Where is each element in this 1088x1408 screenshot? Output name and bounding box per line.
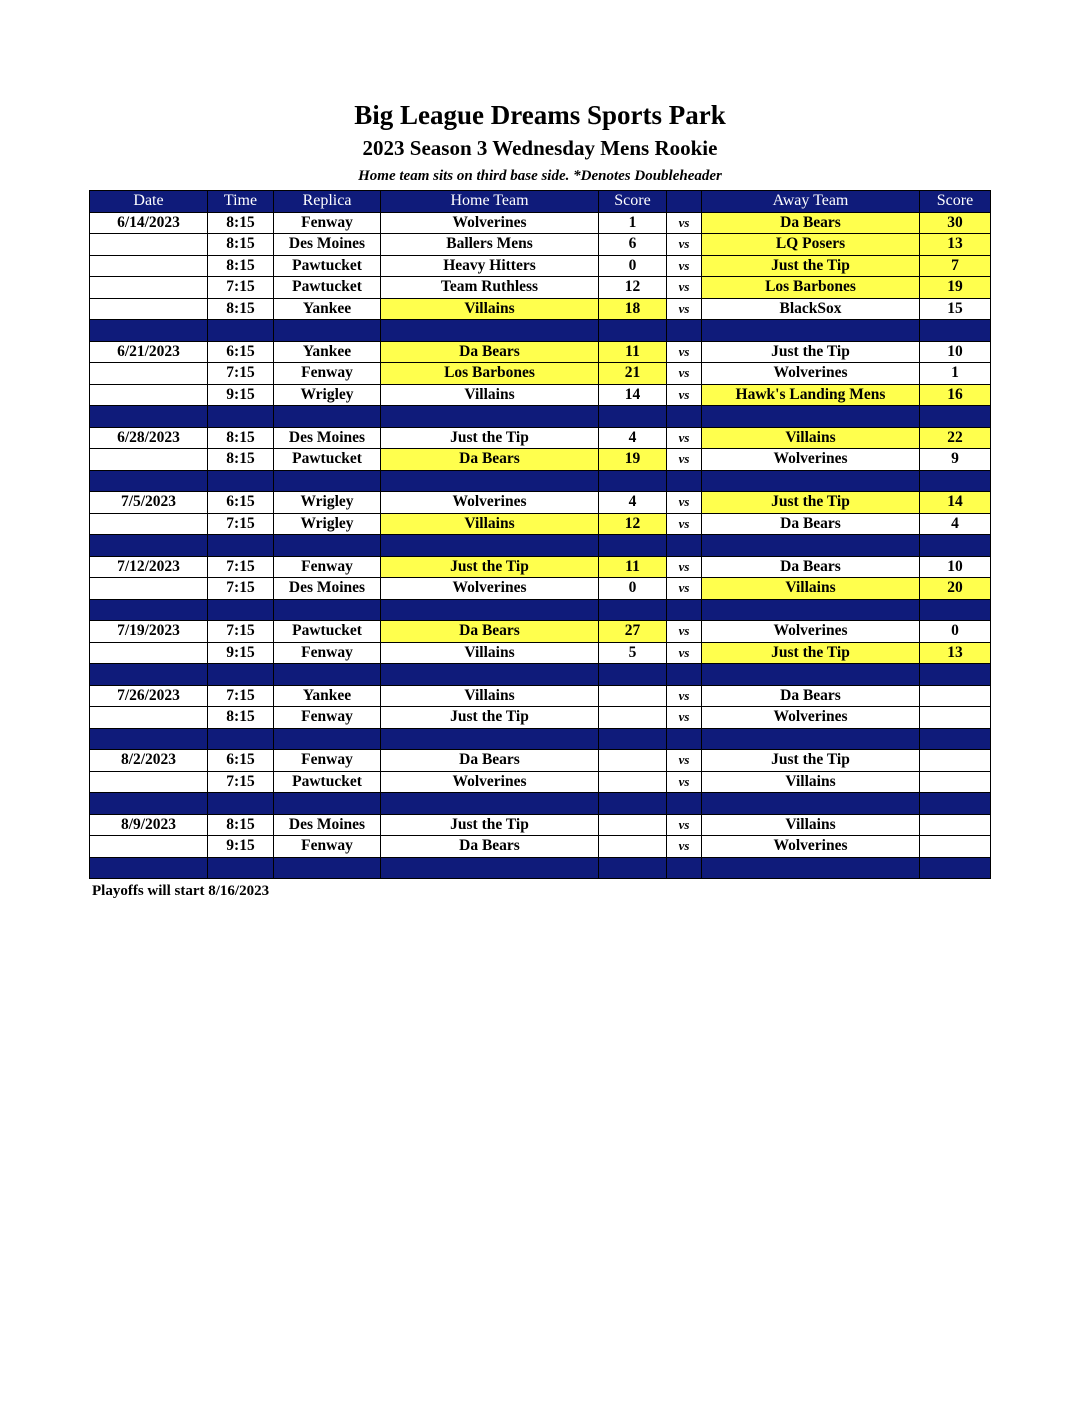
away-team: Los Barbones — [702, 277, 920, 299]
header-home-team: Home Team — [381, 191, 599, 213]
vs-label: vs — [667, 363, 702, 385]
game-date — [90, 363, 208, 385]
separator-cell — [274, 664, 381, 686]
schedule-body — [90, 212, 991, 879]
separator-cell — [667, 599, 702, 621]
game-time: 8:15 — [208, 449, 274, 471]
separator-cell — [667, 728, 702, 750]
away-score: 16 — [920, 384, 991, 406]
game-date — [90, 771, 208, 793]
away-team: Villains — [702, 578, 920, 600]
separator-cell — [702, 599, 920, 621]
game-replica: Yankee — [274, 341, 381, 363]
game-date — [90, 836, 208, 858]
separator-cell — [274, 728, 381, 750]
game-row — [90, 750, 991, 772]
vs-label: vs — [667, 513, 702, 535]
away-score: 1 — [920, 363, 991, 385]
game-time: 8:15 — [208, 255, 274, 277]
home-score: 6 — [599, 234, 667, 256]
header-replica: Replica — [274, 191, 381, 213]
separator-cell — [702, 793, 920, 815]
game-date — [90, 234, 208, 256]
home-score: 19 — [599, 449, 667, 471]
home-score: 14 — [599, 384, 667, 406]
game-row — [90, 384, 991, 406]
page-title: Big League Dreams Sports Park — [354, 100, 726, 130]
home-team: Da Bears — [381, 621, 599, 643]
separator-cell — [381, 599, 599, 621]
game-row — [90, 449, 991, 471]
week-separator — [90, 793, 991, 815]
away-team: Wolverines — [702, 449, 920, 471]
away-team: Da Bears — [702, 685, 920, 707]
vs-label: vs — [667, 255, 702, 277]
away-team: Wolverines — [702, 363, 920, 385]
header-time: Time — [208, 191, 274, 213]
game-date: 7/12/2023 — [90, 556, 208, 578]
game-row — [90, 771, 991, 793]
away-team: Wolverines — [702, 621, 920, 643]
away-score: 13 — [920, 642, 991, 664]
game-date — [90, 513, 208, 535]
home-team: Heavy Hitters — [381, 255, 599, 277]
away-score — [920, 836, 991, 858]
separator-cell — [90, 599, 208, 621]
game-date — [90, 277, 208, 299]
game-replica: Fenway — [274, 363, 381, 385]
vs-label: vs — [667, 234, 702, 256]
separator-cell — [381, 470, 599, 492]
home-team: Just the Tip — [381, 556, 599, 578]
game-replica: Des Moines — [274, 814, 381, 836]
separator-cell — [208, 664, 274, 686]
home-team: Da Bears — [381, 449, 599, 471]
away-score: 20 — [920, 578, 991, 600]
header-vs — [667, 191, 702, 213]
game-row — [90, 513, 991, 535]
game-time: 7:15 — [208, 556, 274, 578]
home-team: Villains — [381, 384, 599, 406]
separator-cell — [702, 320, 920, 342]
separator-cell — [208, 535, 274, 557]
home-score: 4 — [599, 427, 667, 449]
game-replica: Fenway — [274, 750, 381, 772]
away-score: 13 — [920, 234, 991, 256]
game-date: 6/14/2023 — [90, 212, 208, 234]
header-date: Date — [90, 191, 208, 213]
away-team: Villains — [702, 814, 920, 836]
away-score: 14 — [920, 492, 991, 514]
separator-cell — [702, 470, 920, 492]
game-date: 6/21/2023 — [90, 341, 208, 363]
separator-cell — [920, 728, 991, 750]
week-separator — [90, 406, 991, 428]
game-row — [90, 427, 991, 449]
away-score: 22 — [920, 427, 991, 449]
game-row — [90, 836, 991, 858]
separator-cell — [208, 857, 274, 879]
playoffs-note: Playoffs will start 8/16/2023 — [92, 883, 270, 899]
game-time: 6:15 — [208, 341, 274, 363]
game-date: 8/9/2023 — [90, 814, 208, 836]
separator-cell — [920, 793, 991, 815]
separator-cell — [599, 857, 667, 879]
game-row — [90, 363, 991, 385]
separator-cell — [90, 857, 208, 879]
separator-cell — [381, 793, 599, 815]
separator-cell — [920, 599, 991, 621]
game-time: 6:15 — [208, 750, 274, 772]
game-time: 7:15 — [208, 578, 274, 600]
game-replica: Pawtucket — [274, 449, 381, 471]
separator-cell — [208, 793, 274, 815]
game-date — [90, 384, 208, 406]
separator-cell — [667, 793, 702, 815]
separator-cell — [667, 857, 702, 879]
separator-cell — [599, 664, 667, 686]
home-team: Just the Tip — [381, 707, 599, 729]
separator-cell — [208, 728, 274, 750]
game-replica: Pawtucket — [274, 255, 381, 277]
game-time: 7:15 — [208, 513, 274, 535]
separator-cell — [381, 664, 599, 686]
game-replica: Fenway — [274, 836, 381, 858]
home-score: 21 — [599, 363, 667, 385]
separator-cell — [702, 664, 920, 686]
game-time: 6:15 — [208, 492, 274, 514]
separator-cell — [274, 535, 381, 557]
home-score — [599, 814, 667, 836]
separator-cell — [90, 320, 208, 342]
away-team: Just the Tip — [702, 750, 920, 772]
separator-cell — [667, 535, 702, 557]
home-score: 11 — [599, 556, 667, 578]
separator-cell — [920, 320, 991, 342]
game-row — [90, 234, 991, 256]
separator-cell — [920, 857, 991, 879]
away-score: 19 — [920, 277, 991, 299]
separator-cell — [90, 470, 208, 492]
game-time: 8:15 — [208, 427, 274, 449]
game-row — [90, 707, 991, 729]
home-team: Wolverines — [381, 771, 599, 793]
game-time: 8:15 — [208, 814, 274, 836]
vs-label: vs — [667, 836, 702, 858]
away-team: Just the Tip — [702, 255, 920, 277]
game-time: 7:15 — [208, 771, 274, 793]
separator-cell — [208, 406, 274, 428]
separator-cell — [667, 406, 702, 428]
week-separator — [90, 728, 991, 750]
header-home-score: Score — [599, 191, 667, 213]
separator-cell — [599, 728, 667, 750]
game-row — [90, 578, 991, 600]
vs-label: vs — [667, 556, 702, 578]
home-score: 1 — [599, 212, 667, 234]
game-date — [90, 578, 208, 600]
home-team: Villains — [381, 642, 599, 664]
away-score: 7 — [920, 255, 991, 277]
vs-label: vs — [667, 707, 702, 729]
separator-cell — [381, 857, 599, 879]
separator-cell — [90, 664, 208, 686]
game-time: 7:15 — [208, 277, 274, 299]
vs-label: vs — [667, 685, 702, 707]
separator-cell — [274, 599, 381, 621]
game-replica: Des Moines — [274, 578, 381, 600]
separator-cell — [599, 320, 667, 342]
game-replica: Pawtucket — [274, 771, 381, 793]
separator-cell — [702, 857, 920, 879]
game-replica: Pawtucket — [274, 621, 381, 643]
home-team: Los Barbones — [381, 363, 599, 385]
week-separator — [90, 664, 991, 686]
game-replica: Pawtucket — [274, 277, 381, 299]
away-team: Villains — [702, 771, 920, 793]
home-score: 0 — [599, 255, 667, 277]
separator-cell — [274, 406, 381, 428]
game-replica: Des Moines — [274, 234, 381, 256]
game-row — [90, 814, 991, 836]
game-replica: Wrigley — [274, 513, 381, 535]
game-row — [90, 298, 991, 320]
away-team: BlackSox — [702, 298, 920, 320]
home-team: Wolverines — [381, 212, 599, 234]
home-score — [599, 836, 667, 858]
game-replica: Fenway — [274, 212, 381, 234]
week-separator — [90, 535, 991, 557]
game-date — [90, 298, 208, 320]
away-team: Hawk's Landing Mens — [702, 384, 920, 406]
game-replica: Fenway — [274, 707, 381, 729]
header-away-team: Away Team — [702, 191, 920, 213]
home-score: 27 — [599, 621, 667, 643]
separator-cell — [381, 535, 599, 557]
game-date — [90, 642, 208, 664]
away-score: 30 — [920, 212, 991, 234]
home-score: 11 — [599, 341, 667, 363]
game-date — [90, 707, 208, 729]
game-time: 8:15 — [208, 298, 274, 320]
separator-cell — [90, 793, 208, 815]
vs-label: vs — [667, 341, 702, 363]
vs-label: vs — [667, 771, 702, 793]
separator-cell — [274, 320, 381, 342]
home-score: 18 — [599, 298, 667, 320]
game-row — [90, 341, 991, 363]
home-score: 12 — [599, 513, 667, 535]
game-row — [90, 556, 991, 578]
home-team: Villains — [381, 513, 599, 535]
separator-cell — [702, 406, 920, 428]
home-team: Villains — [381, 298, 599, 320]
home-score — [599, 685, 667, 707]
separator-cell — [381, 320, 599, 342]
game-time: 7:15 — [208, 363, 274, 385]
separator-cell — [381, 406, 599, 428]
away-team: Da Bears — [702, 212, 920, 234]
home-team: Team Ruthless — [381, 277, 599, 299]
separator-cell — [90, 535, 208, 557]
vs-label: vs — [667, 212, 702, 234]
away-score — [920, 707, 991, 729]
game-row — [90, 277, 991, 299]
game-row — [90, 642, 991, 664]
separator-cell — [920, 535, 991, 557]
game-date: 7/19/2023 — [90, 621, 208, 643]
game-replica: Des Moines — [274, 427, 381, 449]
game-row — [90, 212, 991, 234]
game-replica: Fenway — [274, 556, 381, 578]
header-row — [90, 191, 991, 213]
game-replica: Yankee — [274, 298, 381, 320]
separator-cell — [702, 728, 920, 750]
separator-cell — [599, 599, 667, 621]
page-subtitle: 2023 Season 3 Wednesday Mens Rookie — [362, 136, 718, 160]
game-replica: Wrigley — [274, 492, 381, 514]
separator-cell — [920, 470, 991, 492]
vs-label: vs — [667, 621, 702, 643]
away-score — [920, 771, 991, 793]
header-away-score: Score — [920, 191, 991, 213]
separator-cell — [381, 728, 599, 750]
away-team: Just the Tip — [702, 341, 920, 363]
week-separator — [90, 599, 991, 621]
vs-label: vs — [667, 750, 702, 772]
home-team: Villains — [381, 685, 599, 707]
away-team: Wolverines — [702, 836, 920, 858]
away-score: 15 — [920, 298, 991, 320]
game-date — [90, 449, 208, 471]
home-score: 12 — [599, 277, 667, 299]
game-row — [90, 255, 991, 277]
separator-cell — [274, 470, 381, 492]
separator-cell — [920, 664, 991, 686]
away-team: Da Bears — [702, 556, 920, 578]
home-team: Da Bears — [381, 750, 599, 772]
vs-label: vs — [667, 427, 702, 449]
home-team: Wolverines — [381, 492, 599, 514]
vs-label: vs — [667, 578, 702, 600]
away-score: 0 — [920, 621, 991, 643]
home-score — [599, 750, 667, 772]
vs-label: vs — [667, 814, 702, 836]
week-separator — [90, 857, 991, 879]
schedule-table — [89, 190, 991, 879]
separator-cell — [667, 320, 702, 342]
week-separator — [90, 320, 991, 342]
game-time: 9:15 — [208, 384, 274, 406]
game-date: 8/2/2023 — [90, 750, 208, 772]
game-replica: Wrigley — [274, 384, 381, 406]
separator-cell — [599, 793, 667, 815]
away-team: LQ Posers — [702, 234, 920, 256]
game-replica: Yankee — [274, 685, 381, 707]
separator-cell — [599, 470, 667, 492]
home-score: 0 — [599, 578, 667, 600]
game-date — [90, 255, 208, 277]
separator-cell — [667, 664, 702, 686]
home-team: Just the Tip — [381, 814, 599, 836]
game-row — [90, 685, 991, 707]
separator-cell — [702, 535, 920, 557]
separator-cell — [667, 470, 702, 492]
game-row — [90, 621, 991, 643]
vs-label: vs — [667, 277, 702, 299]
vs-label: vs — [667, 384, 702, 406]
game-time: 8:15 — [208, 707, 274, 729]
home-score: 5 — [599, 642, 667, 664]
game-time: 7:15 — [208, 621, 274, 643]
game-time: 8:15 — [208, 234, 274, 256]
away-score: 9 — [920, 449, 991, 471]
separator-cell — [208, 470, 274, 492]
separator-cell — [90, 406, 208, 428]
game-time: 9:15 — [208, 642, 274, 664]
game-row — [90, 492, 991, 514]
vs-label: vs — [667, 492, 702, 514]
away-score: 10 — [920, 556, 991, 578]
away-team: Villains — [702, 427, 920, 449]
away-score — [920, 685, 991, 707]
game-date: 7/26/2023 — [90, 685, 208, 707]
away-score: 10 — [920, 341, 991, 363]
away-team: Da Bears — [702, 513, 920, 535]
home-score — [599, 771, 667, 793]
away-score — [920, 814, 991, 836]
separator-cell — [920, 406, 991, 428]
separator-cell — [208, 320, 274, 342]
vs-label: vs — [667, 449, 702, 471]
home-team: Wolverines — [381, 578, 599, 600]
home-team-note: Home team sits on third base side. *Denotes Doubleheader — [358, 168, 722, 184]
separator-cell — [599, 535, 667, 557]
separator-cell — [274, 857, 381, 879]
separator-cell — [599, 406, 667, 428]
away-score — [920, 750, 991, 772]
game-time: 8:15 — [208, 212, 274, 234]
separator-cell — [274, 793, 381, 815]
game-time: 7:15 — [208, 685, 274, 707]
home-team: Just the Tip — [381, 427, 599, 449]
home-score — [599, 707, 667, 729]
home-team: Da Bears — [381, 836, 599, 858]
week-separator — [90, 470, 991, 492]
away-team: Just the Tip — [702, 642, 920, 664]
vs-label: vs — [667, 642, 702, 664]
away-team: Wolverines — [702, 707, 920, 729]
game-replica: Fenway — [274, 642, 381, 664]
game-date: 7/5/2023 — [90, 492, 208, 514]
home-score: 4 — [599, 492, 667, 514]
game-date: 6/28/2023 — [90, 427, 208, 449]
game-time: 9:15 — [208, 836, 274, 858]
separator-cell — [208, 599, 274, 621]
vs-label: vs — [667, 298, 702, 320]
separator-cell — [90, 728, 208, 750]
away-score: 4 — [920, 513, 991, 535]
away-team: Just the Tip — [702, 492, 920, 514]
home-team: Ballers Mens — [381, 234, 599, 256]
home-team: Da Bears — [381, 341, 599, 363]
